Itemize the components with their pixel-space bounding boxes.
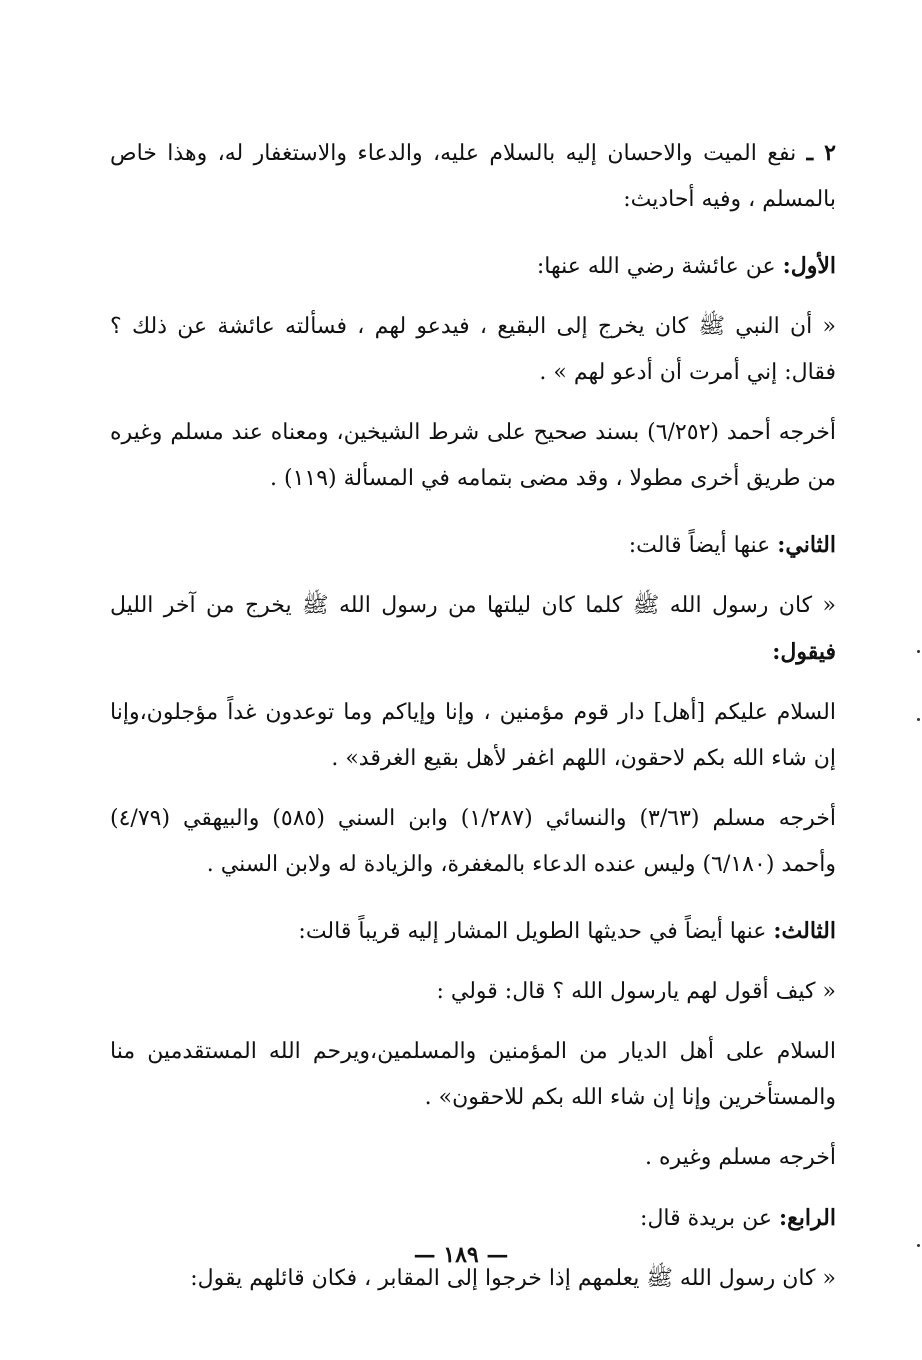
hadith-2-source: أخرجه مسلم (٣/٦٣) والنسائي (١/٢٨٧) وابن السني (٥٨٥) والبيهقي (٤/٧٩) وأحمد (٦/١٨٠) وليس عنده الدعاء بالمغفرة، والزيادة له ولابن السني .: [110, 806, 836, 877]
hadith-1-heading: [110, 243, 836, 290]
scan-mark: [917, 650, 920, 653]
scan-mark: [917, 718, 920, 721]
hadith-3-heading: [110, 908, 836, 955]
hadith-4-label: الرابع:: [778, 1205, 836, 1231]
point-text: نفع الميت والاحسان إليه بالسلام عليه، والدعاء والاستغفار له، وهذا خاص بالمسلم ، وفيه أحاديث:: [110, 141, 836, 212]
scan-mark: [917, 1244, 920, 1247]
hadith-3-supplication: السلام على أهل الديار من المؤمنين والمسلمين،ويرحم الله المستقدمين منا والمستأخرين وإنا إن شاء الله بكم للاحقون» .: [110, 1039, 836, 1110]
hadith-3-source: أخرجه مسلم وغيره .: [645, 1145, 836, 1170]
hadith-1-intro: عن عائشة رضي الله عنها:: [536, 254, 776, 279]
hadith-4-intro: عن بريدة قال:: [640, 1206, 772, 1231]
hadith-3-label: الثالث:: [773, 918, 836, 944]
point-number: ٢ ـ: [806, 140, 836, 166]
hadith-1-label: الأول:: [782, 253, 836, 279]
hadith-2-intro: عنها أيضاً قالت:: [628, 533, 771, 558]
hadith-1-quote: « أن النبي ﷺ كان يخرج إلى البقيع ، فيدعو لهم ، فسألته عائشة عن ذلك ؟ فقال: إني أمرت أن أدعو لهم » .: [110, 314, 836, 385]
hadith-1-source: أخرجه أحمد (٦/٢٥٢) بسند صحيح على شرط الشيخين، ومعناه عند مسلم وغيره من طريق أخرى مطولا ، وقد مضى بتمامه في المسألة (١١٩) .: [110, 420, 836, 491]
hadith-2-heading: [110, 522, 836, 569]
hadith-2-quote-end: فيقول:: [772, 639, 836, 665]
hadith-2-quote-text: « كان رسول الله ﷺ كلما كان ليلتها من رسول الله ﷺ يخرج من آخر الليل: [110, 593, 836, 618]
hadith-3-quote: « كيف أقول لهم يارسول الله ؟ قال: قولي :: [436, 979, 836, 1004]
paragraph-point-2: [110, 130, 836, 223]
hadith-4-quote: « كان رسول الله ﷺ يعلمهم إذا خرجوا إلى المقابر ، فكان قائلهم يقول:: [190, 1266, 836, 1291]
hadith-2-label: الثاني:: [777, 532, 836, 558]
hadith-2-quote: [110, 583, 836, 676]
page-number: — ١٨٩ —: [413, 1242, 509, 1268]
hadith-2-supplication: السلام عليكم [أهل] دار قوم مؤمنين ، وإنا وإياكم وما توعدون غداً مؤجلون،وإنا إن شاء الله بكم لاحقون، اللهم اغفر لأهل بقيع الغرقد» .: [110, 700, 836, 771]
hadith-3-intro: عنها أيضاً في حديثها الطويل المشار إليه قريباً قالت:: [298, 919, 767, 944]
